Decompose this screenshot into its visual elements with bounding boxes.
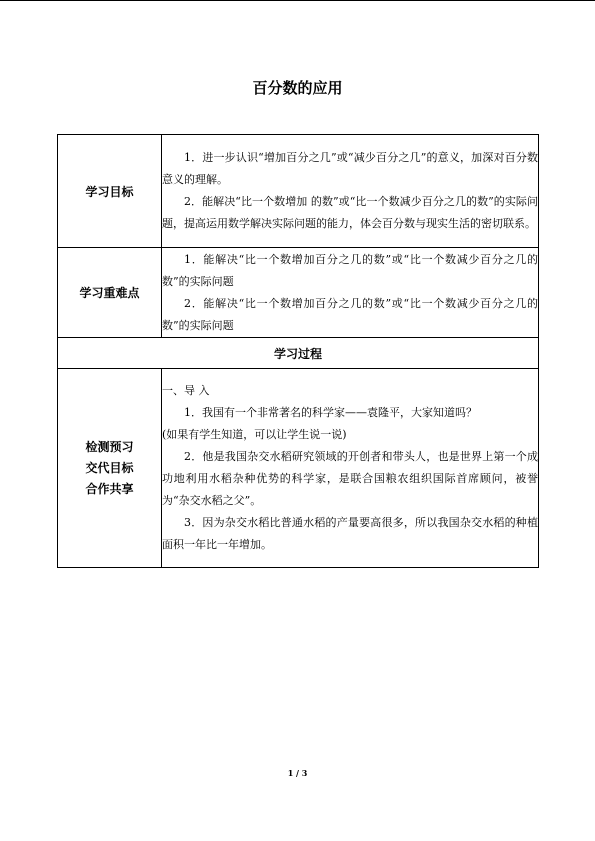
lesson-plan-table	[57, 134, 539, 568]
table-row-objectives	[58, 135, 539, 248]
activities-label	[58, 369, 162, 568]
header-rule	[0, 0, 595, 1]
activities-paragraph-1: 1．我国有一个非常著名的科学家——袁隆平，大家知道吗？	[184, 406, 477, 419]
objectives-label: 学习目标	[58, 135, 162, 248]
table-row-key-points	[58, 248, 539, 338]
activities-label-line-2: 交代目标	[85, 460, 134, 475]
activities-label-line-1: 检测预习	[85, 439, 134, 454]
objectives-paragraph-1: 1．进一步认识“增加百分之几”或“减少百分之几”的意义，加深对百分数意义的理解。	[162, 151, 538, 186]
page-number: 1 / 3	[287, 768, 308, 778]
key-points-label: 学习重难点	[58, 248, 162, 338]
key-points-paragraph-1: 1．能解决“比一个数增加百分之几的数”或“比一个数减少百分之几的数”的实际问题	[162, 252, 538, 288]
objectives-content	[162, 135, 539, 248]
process-heading: 学习过程	[58, 338, 539, 369]
activities-paragraph-3: 2．他是我国杂交水稻研究领域的开创者和带头人，也是世界上第一个成功地利用水稻杂种优势的科学家，是联合国粮农组织国际首席顾问，被誉为“杂交水稻之父”。	[162, 450, 538, 507]
objectives-paragraph-2: 2．能解决“比一个数增加 的数”或“比一个数减少百分之几的数”的实际问题，提高运用数学解决实际问题的能力，体会百分数与现实生活的密切联系。	[162, 195, 538, 230]
activities-heading: 一、导 入	[162, 384, 210, 397]
table-row-activities	[58, 369, 539, 568]
activities-paragraph-4: 3．因为杂交水稻比普通水稻的产量要高很多，所以我国杂交水稻的种植面积一年比一年增加。	[162, 516, 538, 551]
page-title: 百分数的应用	[252, 79, 343, 97]
activities-content	[162, 369, 539, 568]
table-row-process	[58, 338, 539, 369]
activities-label-line-3: 合作共享	[85, 481, 134, 496]
key-points-paragraph-2: 2．能解决“比一个数增加百分之几的数”或“比一个数减少百分之几的数”的实际问题	[162, 296, 538, 332]
activities-paragraph-2: (如果有学生知道，可以让学生说一说)	[162, 428, 347, 441]
key-points-content	[162, 248, 539, 338]
